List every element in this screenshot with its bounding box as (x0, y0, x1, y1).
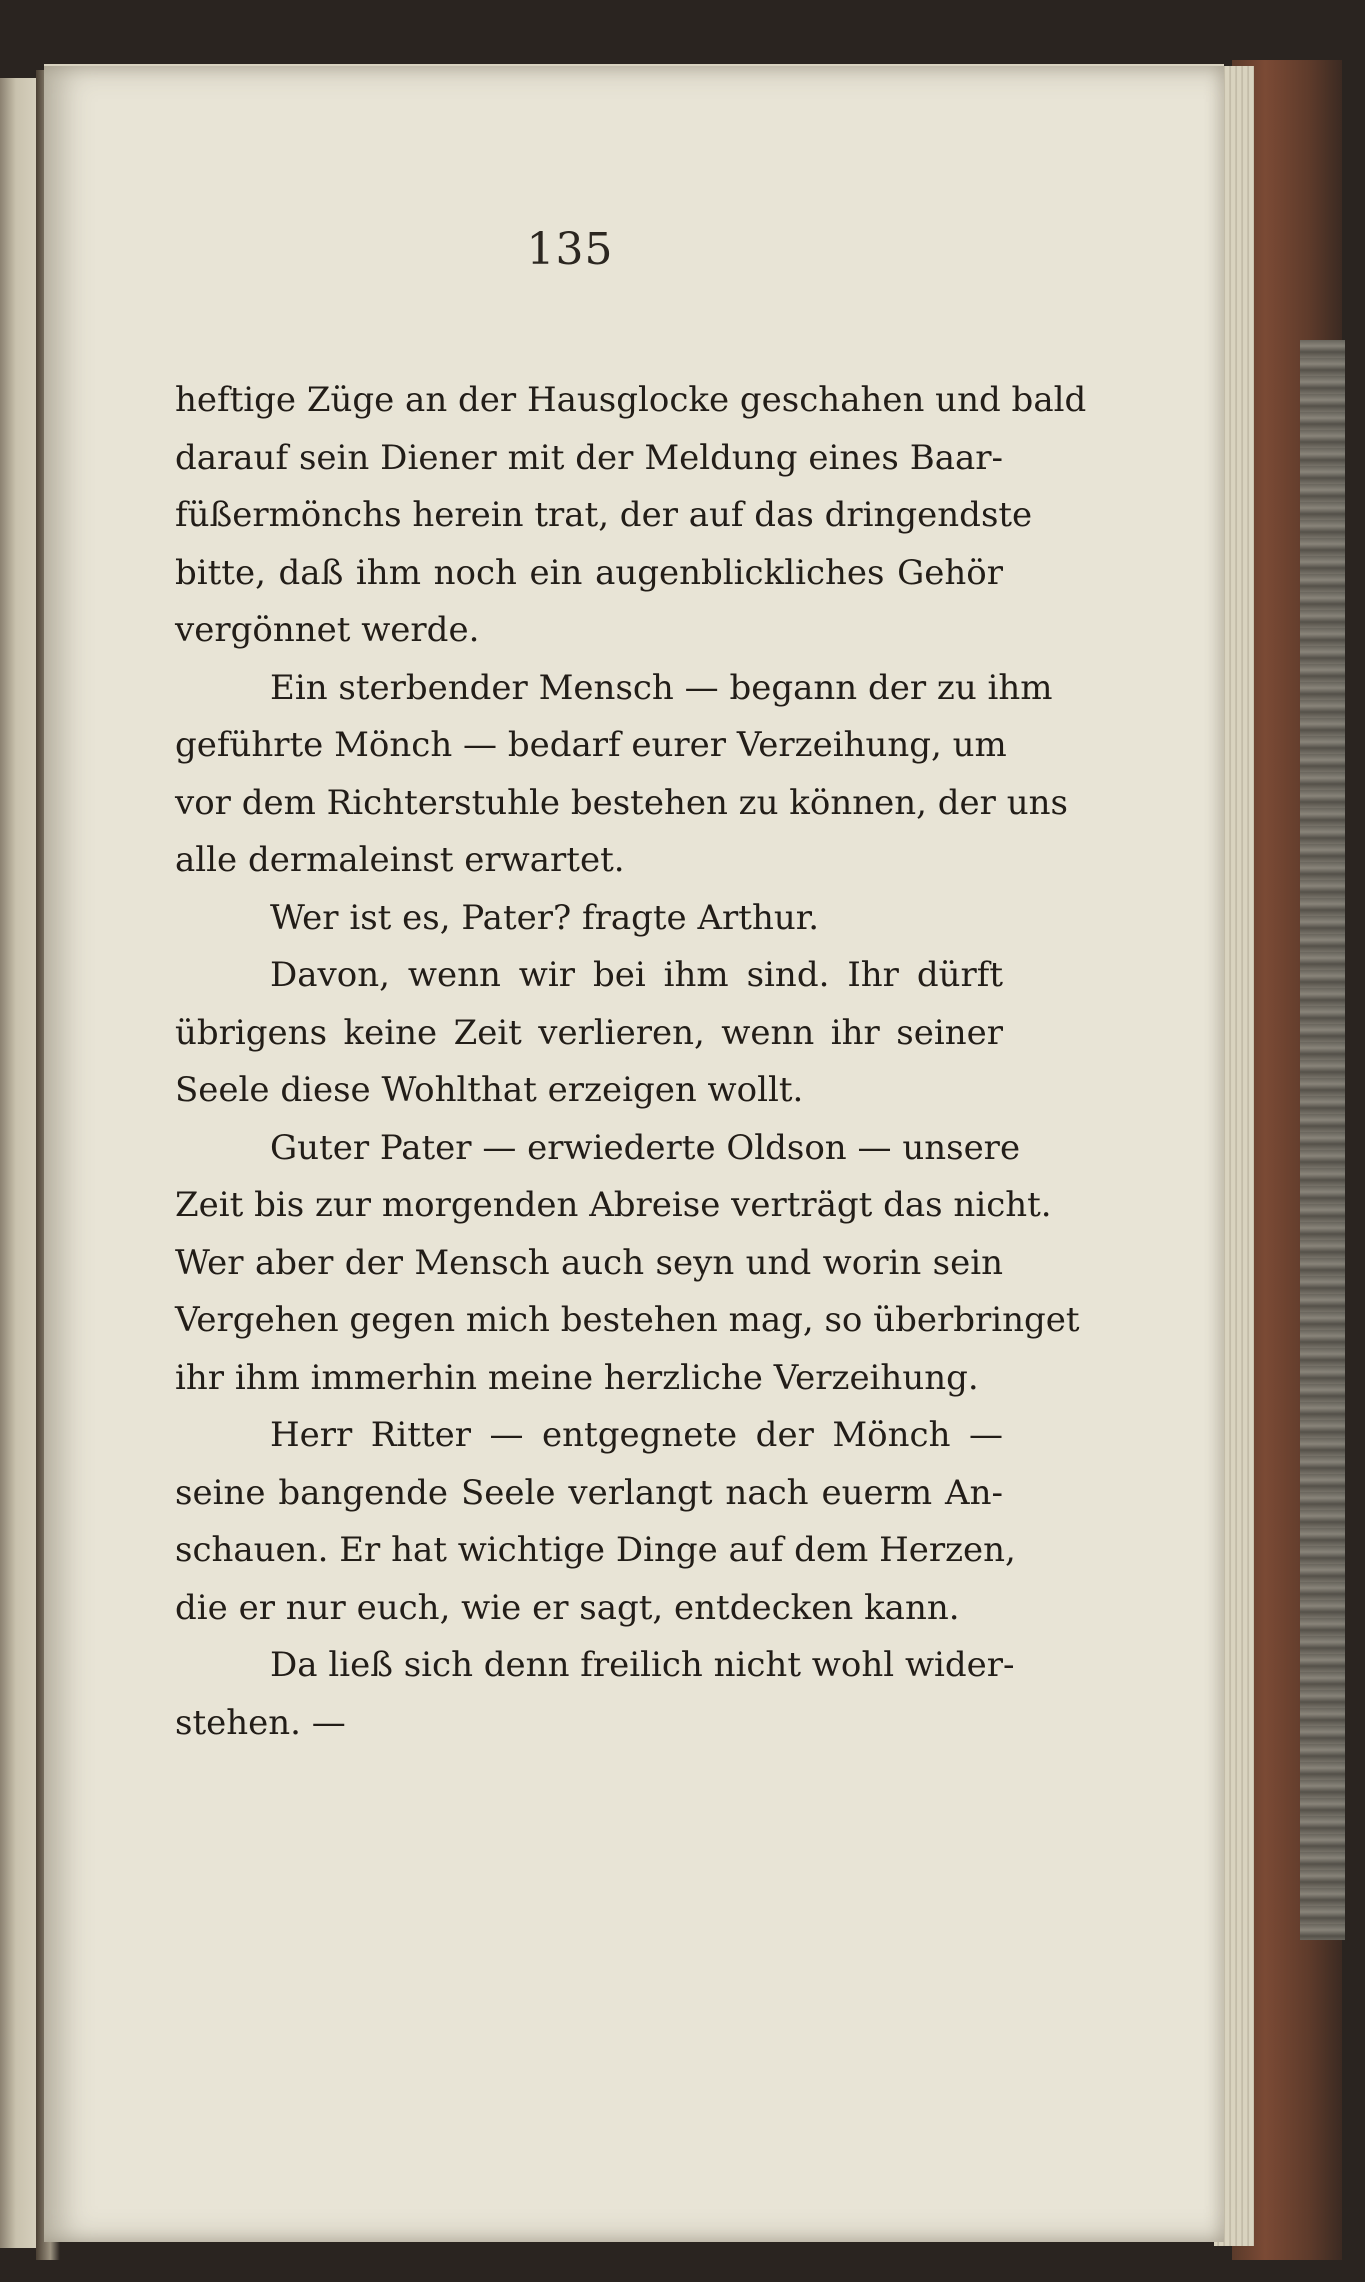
text-line: Wer aber der Mensch auch seyn und worin sein (175, 1242, 1003, 1283)
text-line: die er nur euch, wie er sagt, entdecken kann. (175, 1587, 960, 1628)
text-line: Davon, wenn wir bei ihm sind. Ihr dürft (270, 955, 1003, 995)
text-line: Da ließ sich denn freilich nicht wohl wider- (270, 1645, 1015, 1685)
paragraph (175, 1407, 1016, 1637)
text-line: stehen. — (175, 1702, 346, 1743)
text-line: geführte Mönch — bedarf eurer Verzeihung, um (175, 725, 1007, 765)
text-line: Vergehen gegen mich bestehen mag, so überbringet (175, 1300, 1080, 1340)
text-line: seine bangende Seele verlangt nach euerm An- (175, 1472, 1003, 1513)
text-line: heftige Züge an der Hausglocke geschahen und bald (175, 380, 1087, 420)
text-line: vor dem Richterstuhle bestehen zu können, der uns (175, 782, 1068, 823)
text-line: Seele diese Wohlthat erzeigen wollt. (175, 1070, 804, 1110)
text-line: schauen. Er hat wichtige Dinge auf dem Herzen, (175, 1530, 1016, 1570)
text-line: alle dermaleinst erwartet. (175, 840, 625, 880)
text-line: Ein sterbender Mensch — begann der zu ihm (270, 667, 1053, 708)
text-line: ihr ihm immerhin meine herzliche Verzeihung. (175, 1357, 979, 1398)
page-text (175, 372, 1087, 1752)
text-line: übrigens keine Zeit verlieren, wenn ihr seiner (175, 1012, 1003, 1053)
page-number: 135 (526, 224, 614, 275)
left-page-edge (0, 78, 40, 2248)
paragraph (175, 1637, 1015, 1752)
text-line: füßermönchs herein trat, der auf das dringendste (175, 495, 1033, 535)
paragraph (175, 1120, 1080, 1408)
text-line: Zeit bis zur morgenden Abreise verträgt das nicht. (175, 1185, 1052, 1225)
text-line: Wer ist es, Pater? fragte Arthur. (270, 897, 820, 938)
text-line: bitte, daß ihm noch ein augenblickliches Gehör (175, 552, 1003, 593)
text-line: Guter Pater — erwiederte Oldson — unsere (270, 1127, 1021, 1168)
worn-cover-binding (1300, 340, 1345, 1940)
text-line: Herr Ritter — entgegnete der Mönch — (270, 1415, 1003, 1455)
paragraph (175, 947, 1003, 1120)
paragraph (175, 890, 1003, 948)
text-line: darauf sein Diener mit der Meldung eines Baar- (175, 437, 1003, 478)
paragraph (175, 660, 1068, 890)
text-line: vergönnet werde. (175, 610, 480, 650)
paragraph (175, 372, 1087, 660)
